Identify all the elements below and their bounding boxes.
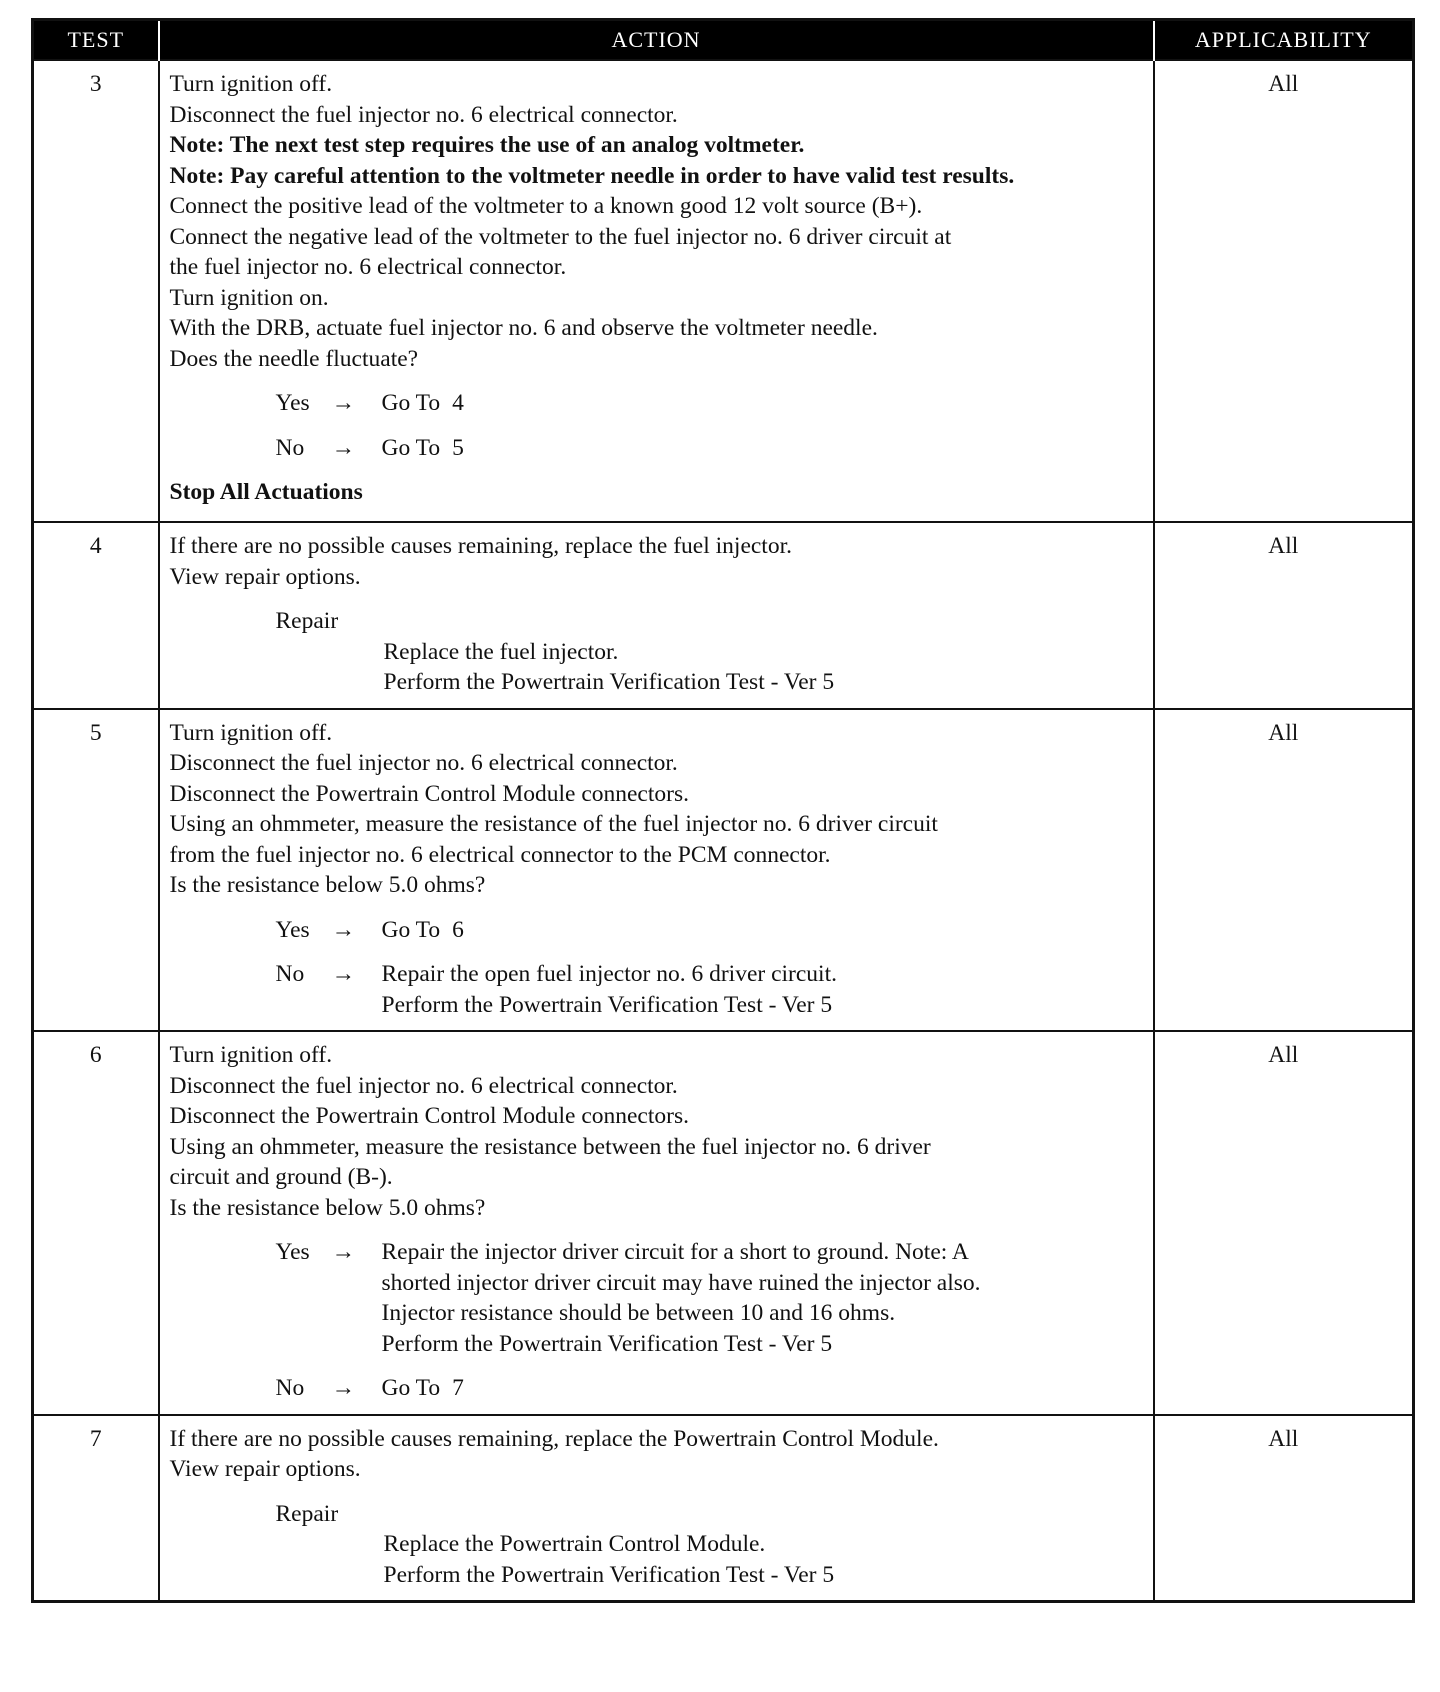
table-header-row: [33, 20, 1414, 61]
action-step: Connect the negative lead of the voltmeter to the fuel injector no. 6 driver circuit at: [169, 223, 952, 250]
test-number: 5: [33, 709, 159, 1032]
branch-result[interactable]: [382, 915, 1147, 946]
no-label: No: [275, 1375, 305, 1401]
arrow-icon: →: [331, 434, 355, 461]
header-applicability: APPLICABILITY: [1154, 20, 1414, 61]
goto-target: 6: [452, 916, 464, 943]
action-step: Disconnect the Powertrain Control Module connectors.: [169, 780, 689, 807]
yes-label: Yes: [275, 1239, 310, 1265]
test-number: 6: [33, 1031, 159, 1415]
no-branch: [170, 959, 1147, 1020]
yes-label: Yes: [275, 390, 310, 416]
action-step: Turn ignition off.: [169, 71, 333, 97]
action-step: Disconnect the fuel injector no. 6 electrical connector.: [169, 101, 678, 128]
branch-step: Perform the Powertrain Verification Test - Ver 5: [381, 1330, 833, 1357]
table-row: [33, 60, 1414, 522]
repair-options: [170, 1499, 1147, 1591]
test-number: 3: [33, 60, 159, 522]
repair-step: Perform the Powertrain Verification Test - Ver 5: [383, 1561, 835, 1588]
no-branch: [170, 1373, 1147, 1404]
action-question: Does the needle fluctuate?: [169, 345, 419, 372]
branch-result[interactable]: [382, 1373, 1147, 1404]
procedure-sheet: [31, 18, 1412, 1603]
repair-label: Repair: [275, 608, 339, 634]
action-step: Using an ohmmeter, measure the resistance of the fuel injector no. 6 driver circuit: [169, 811, 938, 837]
action-question: Is the resistance below 5.0 ohms?: [169, 872, 486, 898]
arrow-icon: →: [331, 961, 355, 987]
applicability-cell: All: [1154, 60, 1414, 522]
action-step: Disconnect the fuel injector no. 6 electrical connector.: [169, 750, 678, 776]
repair-steps: [276, 637, 1147, 698]
yes-branch: [170, 388, 1147, 419]
diagnostic-table: [31, 18, 1415, 1603]
yes-branch: [170, 915, 1147, 946]
branch-result[interactable]: [382, 433, 1147, 464]
repair-steps: [276, 1529, 1147, 1590]
branch-result[interactable]: [382, 388, 1147, 419]
table-row: [33, 709, 1414, 1032]
branch-step: Repair the injector driver circuit for a short to ground. Note: A: [381, 1239, 969, 1265]
action-step: Turn ignition off.: [169, 1042, 333, 1068]
action-cell: [159, 522, 1154, 709]
action-note: Note: Pay careful attention to the voltmeter needle in order to have valid test results.: [169, 162, 1015, 189]
applicability-cell: All: [1154, 522, 1414, 709]
arrow-icon: →: [331, 390, 355, 416]
action-step: If there are no possible causes remaining, replace the fuel injector.: [169, 533, 792, 559]
branch-step: Repair the open fuel injector no. 6 driver circuit.: [381, 961, 837, 987]
applicability-cell: All: [1154, 1415, 1414, 1602]
action-step: Using an ohmmeter, measure the resistance between the fuel injector no. 6 driver: [169, 1133, 931, 1160]
test-number: 7: [33, 1415, 159, 1602]
arrow-icon: →: [331, 1239, 355, 1265]
arrow-icon: →: [331, 916, 355, 943]
repair-step: Perform the Powertrain Verification Test - Ver 5: [383, 669, 835, 695]
action-step[interactable]: View repair options.: [169, 1456, 361, 1482]
action-step: Turn ignition off.: [169, 719, 333, 746]
action-question: Is the resistance below 5.0 ohms?: [169, 1194, 486, 1221]
test-number: 4: [33, 522, 159, 709]
yes-label: Yes: [275, 916, 310, 943]
arrow-icon: →: [331, 1375, 355, 1401]
action-step: circuit and ground (B-).: [169, 1164, 393, 1190]
branch-step: Perform the Powertrain Verification Test - Ver 5: [381, 991, 833, 1018]
header-test: TEST: [33, 20, 159, 61]
repair-options: [170, 606, 1147, 698]
branch-step: shorted injector driver circuit may have ruined the injector also.: [381, 1269, 981, 1296]
applicability-cell: All: [1154, 709, 1414, 1032]
action-step: With the DRB, actuate fuel injector no. 6 and observe the voltmeter needle.: [169, 315, 878, 341]
action-cell: [159, 1415, 1154, 1602]
action-note: Note: The next test step requires the use of an analog voltmeter.: [169, 132, 805, 158]
no-label: No: [275, 961, 305, 987]
action-step: from the fuel injector no. 6 electrical connector to the PCM connector.: [169, 841, 831, 868]
goto-label: Go To: [381, 390, 441, 416]
action-cell: [159, 709, 1154, 1032]
action-cell: [159, 60, 1154, 522]
goto-label: Go To: [381, 916, 441, 943]
action-step: Disconnect the Powertrain Control Module connectors.: [169, 1103, 689, 1129]
applicability-cell: All: [1154, 1031, 1414, 1415]
table-row: [33, 1031, 1414, 1415]
goto-label: Go To: [381, 434, 441, 461]
goto-target: 5: [452, 434, 464, 461]
branch-result: [382, 1237, 1147, 1359]
stop-actuations: Stop All Actuations: [169, 479, 363, 505]
action-step: Turn ignition on.: [169, 284, 329, 311]
table-row: [33, 1415, 1414, 1602]
table-row: [33, 522, 1414, 709]
goto-target: 7: [452, 1375, 464, 1401]
no-branch: [170, 433, 1147, 464]
header-action: ACTION: [159, 20, 1154, 61]
repair-label: Repair: [275, 1500, 339, 1527]
branch-result: [382, 959, 1147, 1020]
branch-step: Injector resistance should be between 10 and 16 ohms.: [381, 1300, 896, 1326]
repair-step: Replace the Powertrain Control Module.: [383, 1531, 766, 1557]
action-step[interactable]: View repair options.: [169, 563, 361, 590]
action-step: Disconnect the fuel injector no. 6 electrical connector.: [169, 1072, 678, 1099]
action-step: the fuel injector no. 6 electrical connector.: [169, 254, 567, 280]
action-step: If there are no possible causes remaining, replace the Powertrain Control Module.: [169, 1425, 939, 1452]
goto-label: Go To: [381, 1375, 441, 1401]
action-step: Connect the positive lead of the voltmeter to a known good 12 volt source (B+).: [169, 193, 923, 219]
goto-target: 4: [452, 390, 464, 416]
repair-step: Replace the fuel injector.: [383, 638, 619, 665]
action-cell: [159, 1031, 1154, 1415]
no-label: No: [275, 434, 305, 461]
yes-branch: [170, 1237, 1147, 1359]
